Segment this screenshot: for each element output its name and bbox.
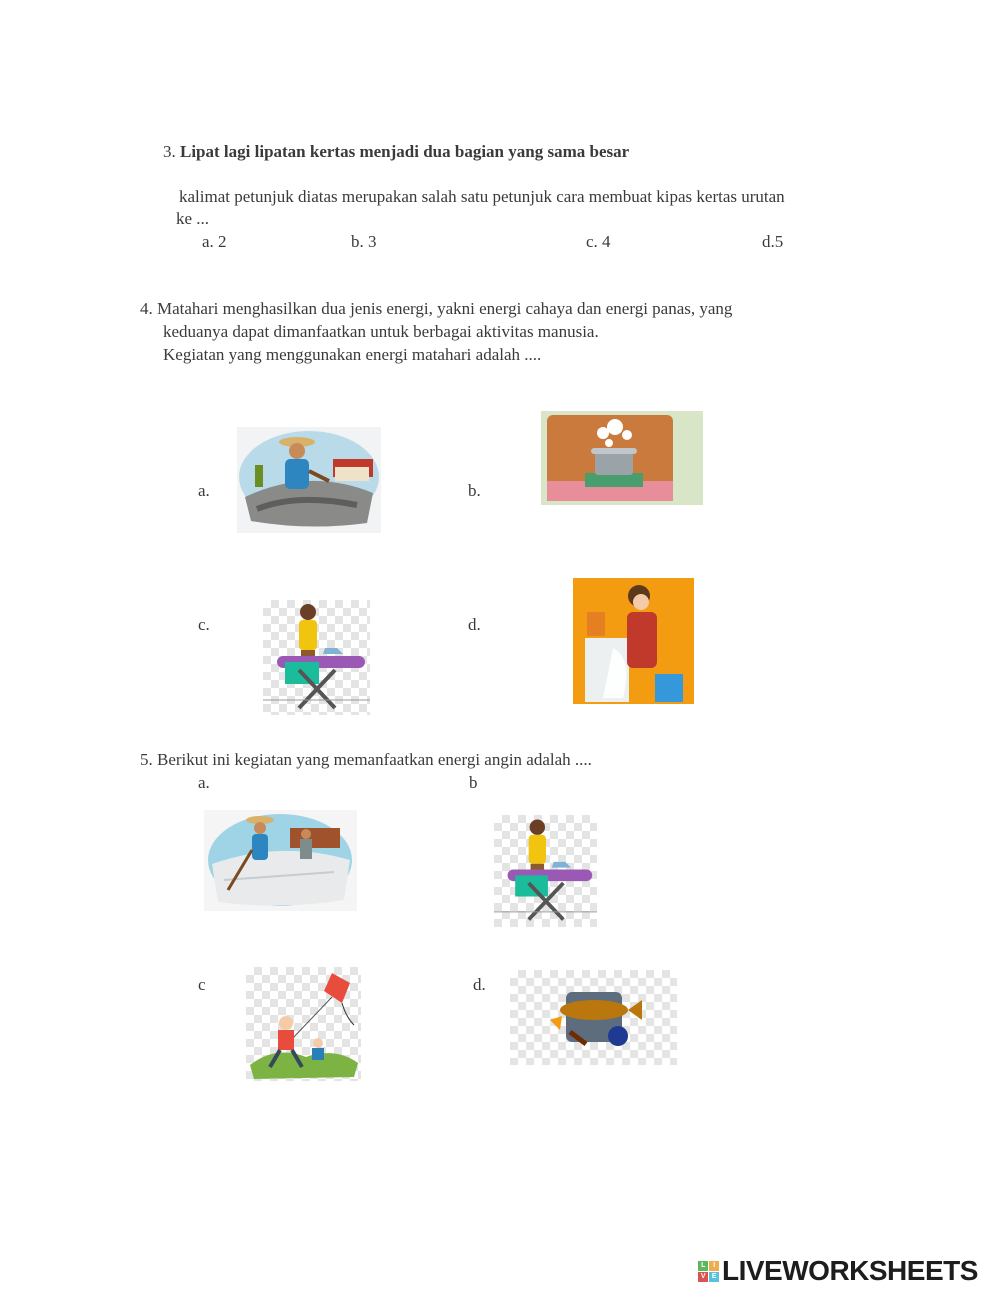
- q3-line2: ke ...: [176, 209, 210, 228]
- q4-label-d: d.: [468, 615, 481, 634]
- q5-label-c: c: [198, 975, 206, 994]
- logo-block-i: I: [709, 1261, 719, 1271]
- q5-label-a: a.: [198, 773, 210, 792]
- q3-option-c[interactable]: c. 4: [586, 232, 611, 251]
- q5-label-b: b: [469, 773, 478, 792]
- logo-block-v: V: [698, 1272, 708, 1282]
- q4-label-b: b.: [468, 481, 481, 500]
- q5-line1: 5. Berikut ini kegiatan yang memanfaatkan energi angin adalah ....: [140, 750, 592, 769]
- q4-label-a: a.: [198, 481, 210, 500]
- q4-image-d-laundry[interactable]: [573, 578, 694, 704]
- q5-image-d-fish-drying[interactable]: [510, 970, 677, 1065]
- q4-image-b-boiling-pot[interactable]: [541, 411, 703, 505]
- q4-label-c: c.: [198, 615, 210, 634]
- logo-text: LIVEWORKSHEETS: [722, 1255, 978, 1286]
- liveworksheets-logo: [698, 1256, 978, 1286]
- q3-option-d[interactable]: d.5: [762, 232, 784, 251]
- q3-number: 3.: [163, 142, 176, 161]
- q3-heading: [163, 141, 629, 163]
- q3-option-b[interactable]: b. 3: [351, 232, 377, 251]
- logo-blocks-icon: [698, 1261, 719, 1282]
- q3-title: Lipat lagi lipatan kertas menjadi dua bagian yang sama besar: [180, 142, 630, 161]
- q4-line1: 4. Matahari menghasilkan dua jenis energi, yakni energi cahaya dan energi panas, yang: [140, 299, 733, 318]
- q5-image-c-kite-flying[interactable]: [246, 967, 361, 1081]
- q4-image-c-ironing[interactable]: [263, 600, 370, 715]
- q3-option-a[interactable]: a. 2: [202, 232, 227, 251]
- q5-image-b-ironing[interactable]: [494, 815, 597, 927]
- logo-block-l: L: [698, 1261, 708, 1271]
- q4-line2: keduanya dapat dimanfaatkan untuk berbagai aktivitas manusia.: [163, 322, 599, 341]
- q3-line1: kalimat petunjuk diatas merupakan salah satu petunjuk cara membuat kipas kertas urutan: [179, 187, 785, 206]
- logo-block-e: E: [709, 1272, 719, 1282]
- q5-label-d: d.: [473, 975, 486, 994]
- q4-line3: Kegiatan yang menggunakan energi matahari adalah ....: [163, 345, 542, 364]
- q5-image-a-salt-farmers[interactable]: [204, 810, 357, 911]
- q4-image-a-salt-farmer[interactable]: [237, 427, 381, 533]
